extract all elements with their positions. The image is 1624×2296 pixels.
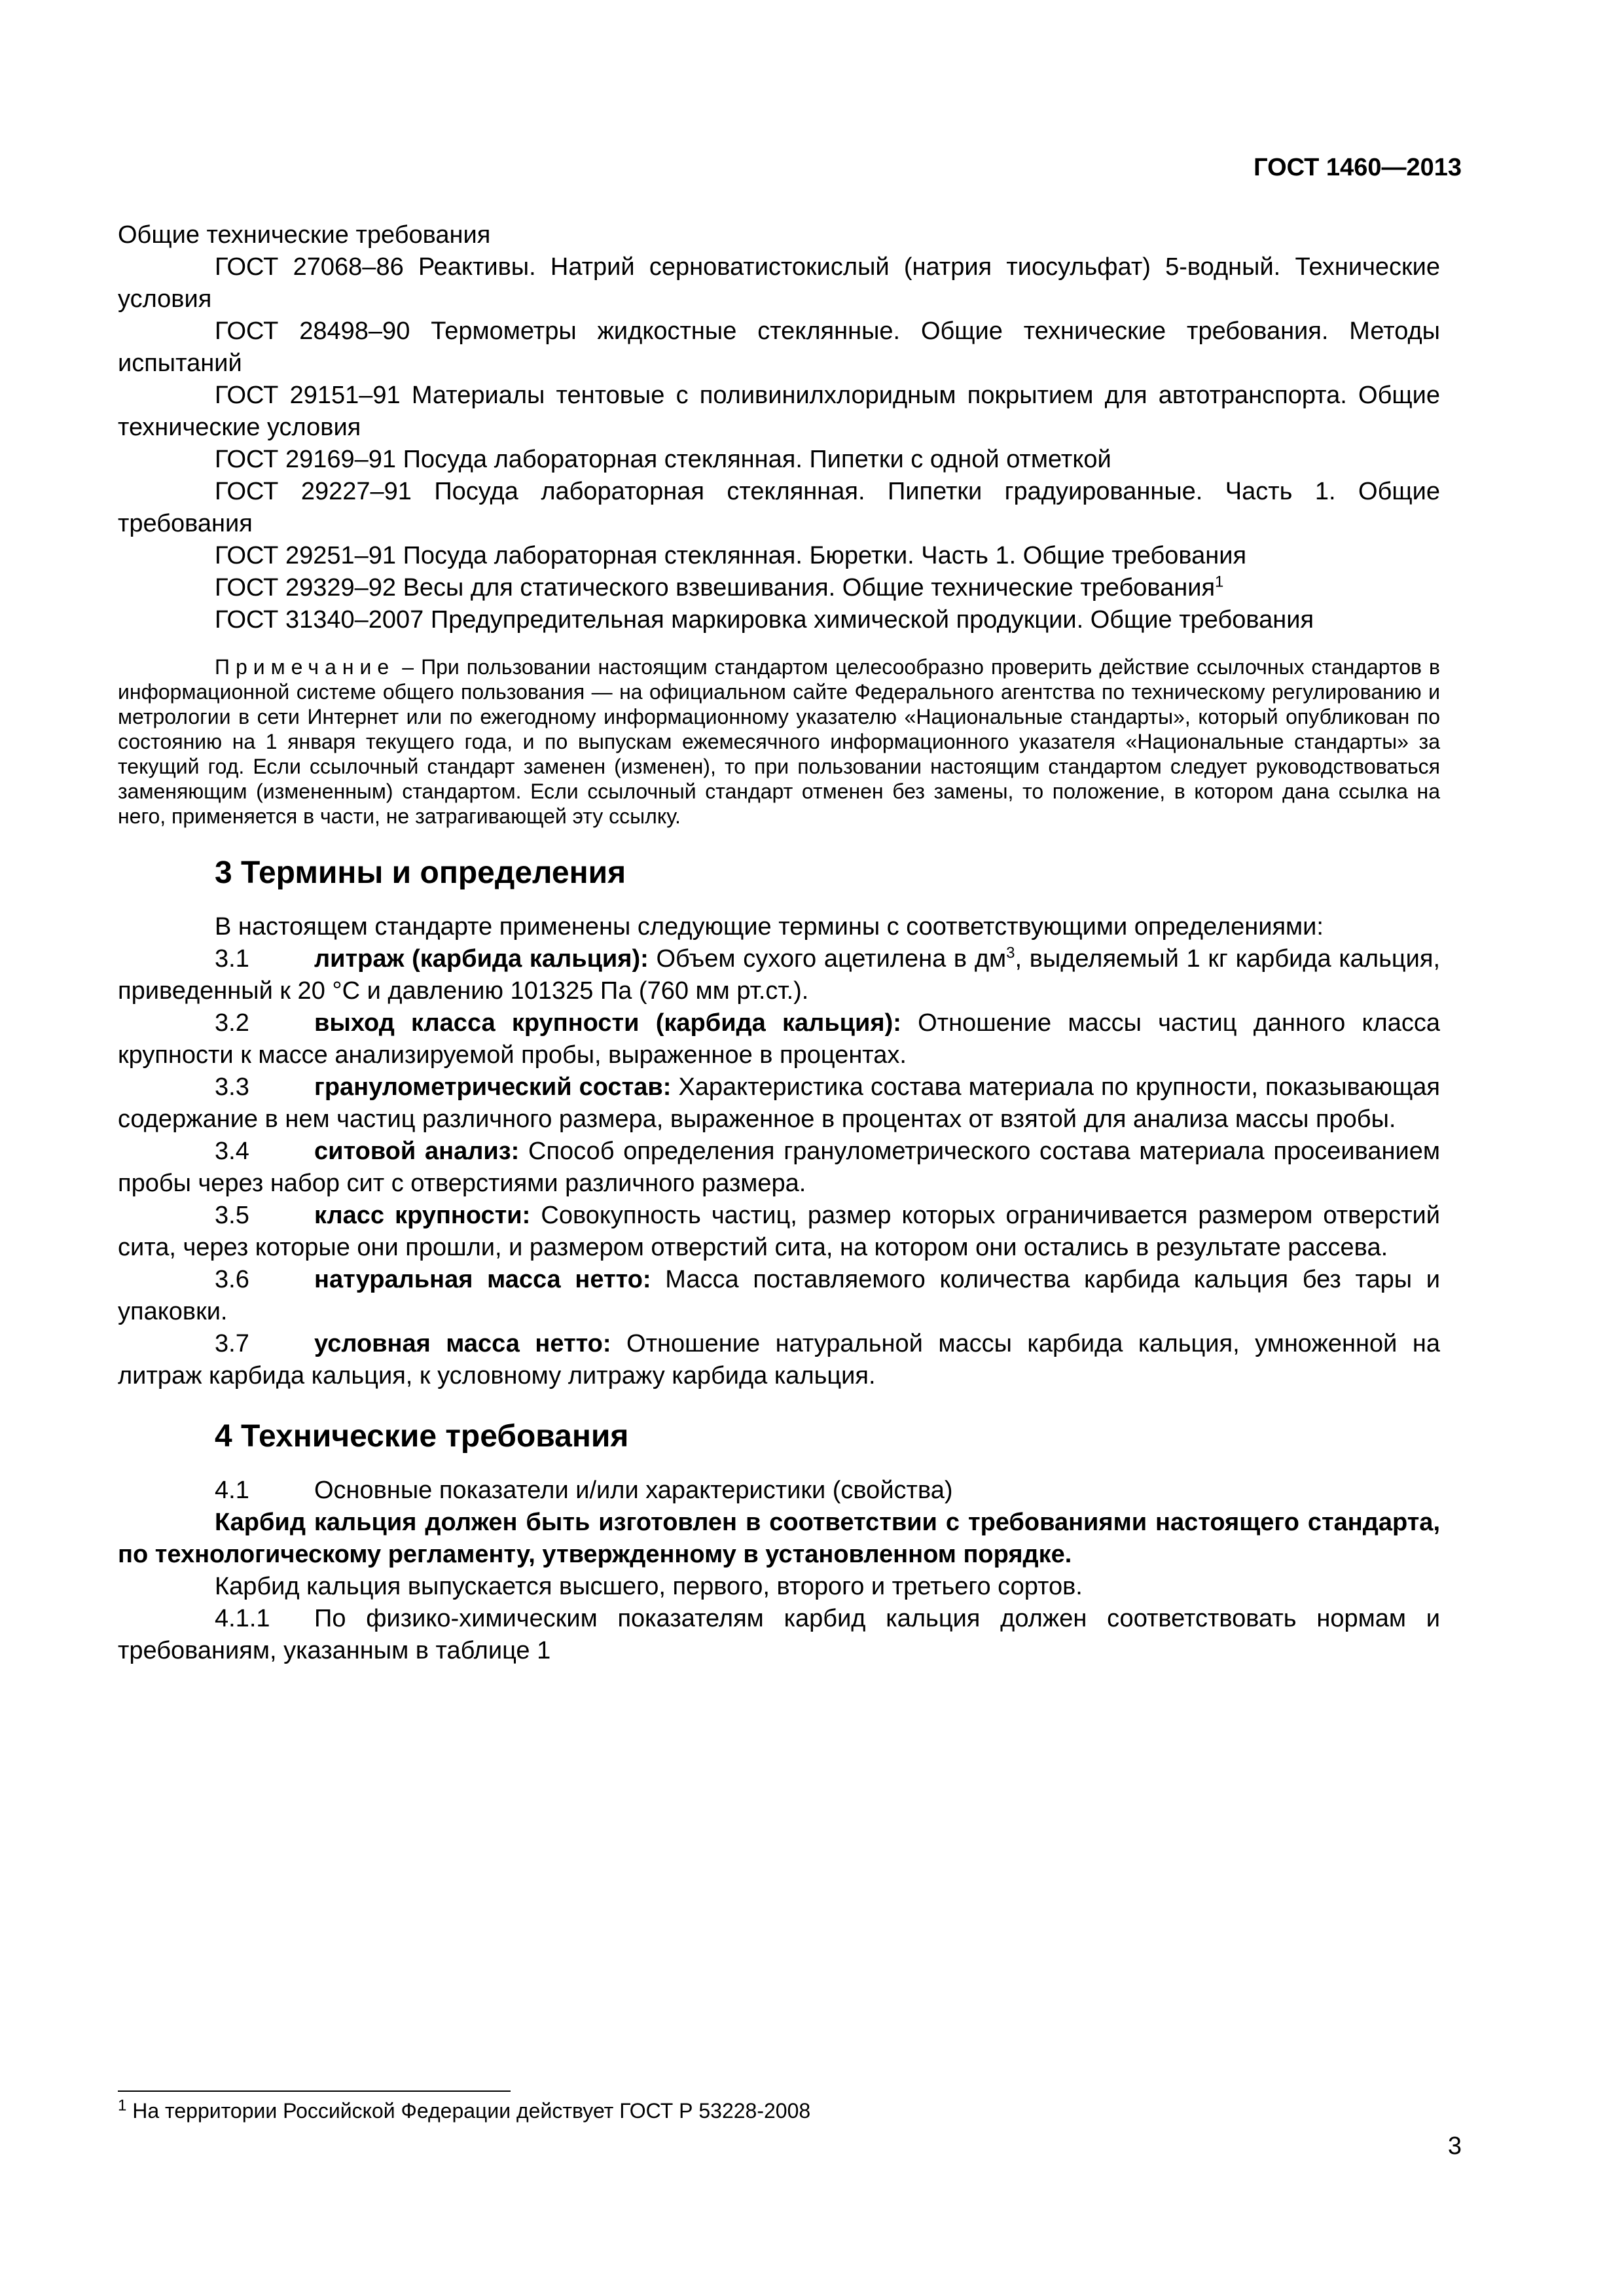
bold-requirement-text: Карбид кальция должен быть изготовлен в соответствии с требованиями настоящего стандарта, по технологическому регламенту, утвержденному в установленном порядке. xyxy=(118,1509,1440,1568)
ref-line: ГОСТ 29227–91 Посуда лабораторная стеклянная. Пипетки градуированные. Часть 1. Общие требования xyxy=(118,478,1440,537)
definition-number: 3.4 xyxy=(215,1138,249,1165)
definition-3-5 xyxy=(118,1200,1440,1264)
definition-text: Способ определения гранулометрического состава материала просеиванием пробы через набор сит с отверстиями различного размера. xyxy=(118,1138,1440,1197)
footnote-separator xyxy=(118,2090,511,2092)
definition-number: 3.3 xyxy=(215,1073,249,1101)
definition-number: 3.5 xyxy=(215,1202,249,1229)
definition-3-2 xyxy=(118,1007,1440,1071)
definition-text: Характеристика состава материала по крупности, показывающая содержание в нем частиц различного размера, выраженное в процентах от взятой для анализа массы пробы. xyxy=(118,1073,1440,1133)
definition-text: Совокупность частиц, размер которых ограничивается размером отверстий сита, через которые они прошли, и размером отверстий сита, на котором они остались в результате рассева. xyxy=(118,1202,1440,1261)
clause-4-1-1 xyxy=(118,1603,1440,1667)
definition-text: , выделяемый 1 кг карбида кальция, приведенный к 20 °С и давлению 101325 Па (760 мм рт.ст.). xyxy=(118,945,1441,1005)
clause-number: 4.1.1 xyxy=(215,1605,270,1632)
definition-term: литраж (карбида кальция): xyxy=(314,945,649,973)
clause-number: 4.1 xyxy=(215,1477,249,1504)
footnote-text: На территории Российской Федерации действует ГОСТ Р 53228-2008 xyxy=(126,2099,811,2123)
definition-term: класс крупности: xyxy=(314,1202,531,1229)
definition-number: 3.6 xyxy=(215,1266,249,1293)
bold-requirement xyxy=(118,1507,1440,1571)
definition-text: Масса поставляемого количества карбида кальция без тары и упаковки. xyxy=(118,1266,1440,1325)
ref-line: ГОСТ 29251–91 Посуда лабораторная стеклянная. Бюретки. Часть 1. Общие требования xyxy=(215,542,1247,569)
ref-line: ГОСТ 29169–91 Посуда лабораторная стеклянная. Пипетки с одной отметкой xyxy=(215,446,1111,473)
clause-4-1 xyxy=(118,1475,1440,1507)
document-body xyxy=(118,219,1440,1667)
ref-text: ГОСТ 29329–92 Весы для статического взвешивания. Общие технические требования xyxy=(215,574,1216,601)
definition-term: натуральная масса нетто: xyxy=(314,1266,651,1293)
document-id-header: ГОСТ 1460—2013 xyxy=(1254,154,1462,181)
grades-paragraph: Карбид кальция выпускается высшего, первого, второго и третьего сортов. xyxy=(215,1573,1083,1600)
footnote-mark: 1 xyxy=(118,2096,127,2115)
section-4-title: 4 Технические требования xyxy=(215,1419,629,1454)
definition-text: Отношение массы частиц данного класса крупности к массе анализируемой пробы, выраженное в процентах. xyxy=(118,1009,1441,1069)
superscript: 3 xyxy=(1006,944,1015,962)
definition-3-6 xyxy=(118,1264,1440,1328)
ref-line: ГОСТ 31340–2007 Предупредительная маркировка химической продукции. Общие требования xyxy=(215,606,1314,634)
section-3-title: 3 Термины и определения xyxy=(215,855,626,890)
definition-term: условная масса нетто: xyxy=(314,1330,611,1357)
definition-term: выход класса крупности (карбида кальция): xyxy=(314,1009,901,1037)
definition-3-1 xyxy=(118,943,1440,1007)
ref-line-with-footnote xyxy=(118,572,1440,604)
definition-term: ситовой анализ: xyxy=(314,1138,520,1165)
ref-line: ГОСТ 27068–86 Реактивы. Натрий серноватистокислый (натрия тиосульфат) 5-водный. Технические условия xyxy=(118,253,1440,313)
note-paragraph xyxy=(118,655,1440,829)
definition-number: 3.7 xyxy=(215,1330,249,1357)
definition-3-3 xyxy=(118,1071,1440,1136)
ref-line: ГОСТ 28498–90 Термометры жидкостные стеклянные. Общие технические требования. Методы испытаний xyxy=(118,317,1440,377)
definition-text: Отношение натуральной массы карбида кальция, умноженной на литраж карбида кальция, к условному литражу карбида кальция. xyxy=(118,1330,1441,1390)
note-label: Примечание xyxy=(215,655,395,679)
definition-text: Объем сухого ацетилена в дм xyxy=(648,945,1007,973)
footnote-marker: 1 xyxy=(1215,573,1224,591)
clause-text: Основные показатели и/или характеристики (свойства) xyxy=(314,1477,953,1504)
definition-3-4 xyxy=(118,1136,1440,1200)
note-text: – При пользовании настоящим стандартом целесообразно проверить действие ссылочных стандартов в информационной системе общего пользования — на официальном сайте Федерального агентства по техническому регулированию и метрологии в сети Интернет или по ежегодному информационному указателю «Национальные стандарты», который опубликован по состоянию на 1 января текущего года, и по выпускам ежемесячного информационного указателя «Национальные стандарты» за текущий год. Если ссылочный стандарт заменен (изменен), то при пользовании настоящим стандартом следует руководствоваться заменяющим (измененным) стандартом. Если ссылочный стандарт отменен без замены, то положение, в котором дана ссылка на него, применяется в части, не затрагивающей эту ссылку. xyxy=(118,655,1440,828)
ref-line: ГОСТ 29151–91 Материалы тентовые с поливинилхлоридным покрытием для автотранспорта. Общие технические условия xyxy=(118,382,1440,441)
page-number: 3 xyxy=(1447,2132,1462,2160)
footnote xyxy=(118,2098,810,2124)
definition-number: 3.1 xyxy=(215,945,249,973)
definition-term: гранулометрический состав: xyxy=(314,1073,672,1101)
definition-3-7 xyxy=(118,1328,1440,1392)
section-3-intro: В настоящем стандарте применены следующие термины с соответствующими определениями: xyxy=(215,913,1324,941)
ref-line: Общие технические требования xyxy=(118,221,491,249)
clause-text: По физико-химическим показателям карбид кальция должен соответствовать нормам и требованиям, указанным в таблице 1 xyxy=(118,1605,1440,1664)
definition-number: 3.2 xyxy=(215,1009,249,1037)
